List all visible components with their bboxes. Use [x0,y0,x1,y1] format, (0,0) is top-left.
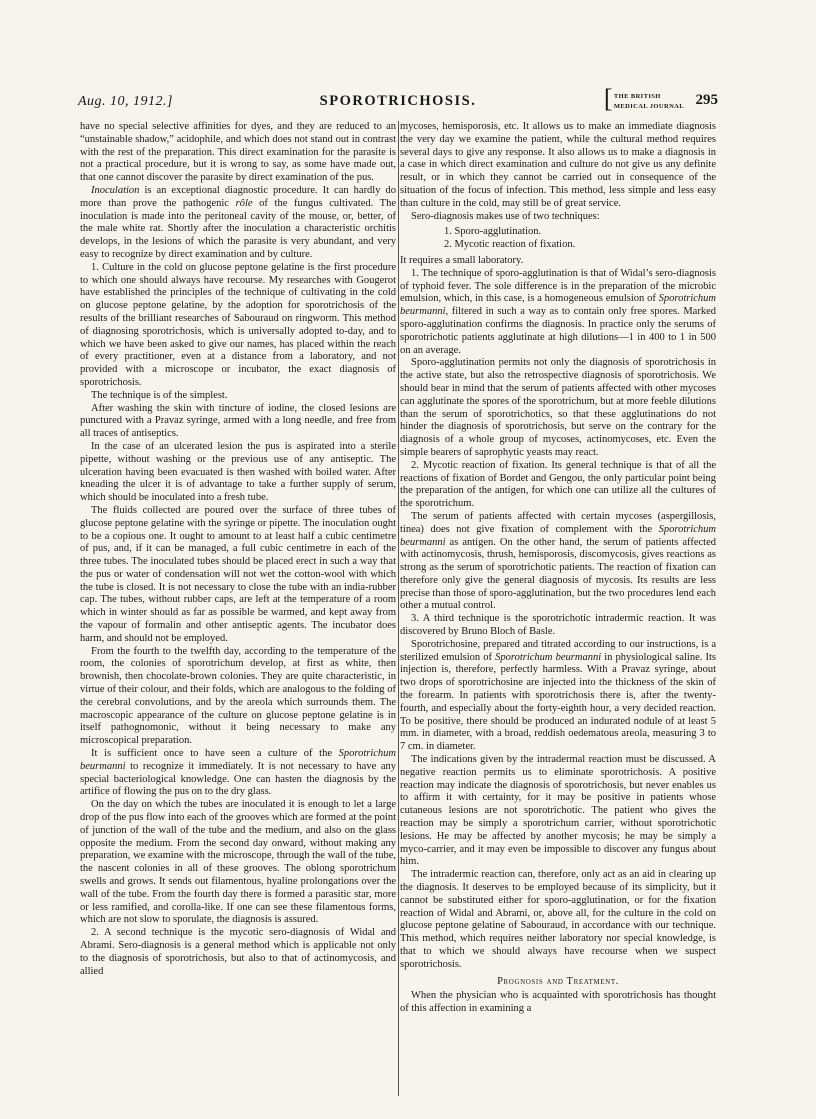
list-item: 2. Mycotic reaction of fixation. [444,239,576,251]
paragraph: Sporotrichosine, prepared and titrated according to our instructions, is a sterilized emulsion of Sporotrichum beurmanni in physiological saline. Its injection is, therefore, perfectly harmless. With a Pravaz syringe, about two drops of sporotrichosine are injected into the thickness of the skin of the forearm. In patients with sporotrichosis there is, after the twenty-fourth, and especially about the forty-eighth hour, a very decided reaction. To be positive, there should be produced an indurated nodule of at least 5 mm. in diameter, with a broad, reddish oedematous areola, measuring 3 to 7 cm. in diameter. [400,638,717,753]
right-column [400,121,716,1016]
paragraph: Inoculation is an exceptional diagnostic procedure. It can hardly do more than prove the pathogenic rôle of the fungus cultivated. The inoculation is made into the peritoneal cavity of the mouse, or, better, of the male white rat. Shortly after the inoculation a characteristic orchitis develops, in the lesions of which the parasite is very abundant, and very easy to recognize by direct examination and by culture. [80,184,396,260]
paragraph: The serum of patients affected with certain mycoses (aspergillosis, tinea) does not give fixation of complement with the Sporotrichum beurmanni as antigen. On the other hand, the serum of patients affected with actinomycosis, thrush, hemisporosis, discomycosis, gives reactions as strong as the serum of sporotrichotic patients. The reaction of fixation can therefore only give the general diagnosis of mycosis. Its results are less precise than those of sporo-agglutination, but the two procedures lend each other a mutual control. [400,510,716,612]
paragraph: From the fourth to the twelfth day, according to the temperature of the room, the colonies of sporotrichum develop, at first as white, then brownish, then chocolate-brown colonies. They are quite characteristic, in virtue of their colour, and their folds, which are analogous to the folding of the cerebral convolutions, and by the areola which surrounds them. The macroscopic appearance of the culture on glucose peptone gelatine is in itself pathognomonic, without it being necessary to make any microscopical preparation. [80,645,396,747]
paragraph: Sero-diagnosis makes use of two techniques: [411,210,600,222]
journal-bracket: [ [603,84,613,113]
paragraph: 1. Culture in the cold on glucose peptone gelatine is the first procedure to which one should always have recourse. My researches with Gougerot have established the principles of the technique of cultivating in the cold on glucose peptone gelatine, by the adoption for sporotrichosis of the results of the brilliant researches of Sabouraud on ringworm. This method of diagnosing sporotrichosis, which is universally adopted to-day, and to which we have been asked to give our names, has placed within the reach of every practitioner, even at a distance from a laboratory, and not provided with a microscope or incubator, the exact diagnosis of sporotrichosis. [80,261,396,388]
issue-date: Aug. 10, 1912.] [78,94,173,109]
paragraph: When the physician who is acquainted with sporotrichosis has thought of this affection in examining a [400,990,716,1015]
paragraph: 1. The technique of sporo-agglutination is that of Widal’s sero-diagnosis of typhoid fever. The sole difference is in the preparation of the microbic emulsion, which, in this case, is a homogeneous emulsion of Sporotrichum beurmanni, filtered in such a way as to contain only free spores. Marked sporo-agglutination confirms the diagnosis. In practice only the serums of sporotrichotic patients agglutinate at high dilutions—1 in 400 to 1 in 500 on an average. [400,267,716,356]
journal-name-line2: MEDICAL JOURNAL [613,103,684,110]
species-name: Sporotrichum beurmanni [400,293,716,318]
paragraph: The technique is of the simplest. [91,389,228,401]
page-number: 295 [695,92,718,108]
section-heading: Prognosis and Treatment. [497,975,619,987]
paragraph: It is sufficient once to have seen a culture of the Sporotrichum beurmanni to recognize it immediately. It is not necessary to have any special bacteriological knowledge. One can hasten the diagnosis by the artifice of flowing the pus on to the dry glass. [80,748,396,798]
technique-list [444,226,716,252]
left-column [80,121,396,978]
species-name: Sporotrichum beurmanni [80,748,396,772]
paragraph: It requires a small laboratory. [400,254,524,266]
page-header [78,84,718,114]
paragraph: After washing the skin with tincture of iodine, the closed lesions are punctured with a Pravaz syringe, armed with a long needle, and free from all traces of antiseptics. [80,402,396,440]
paragraph: Sporo-agglutination permits not only the diagnosis of sporotrichosis in the active state, but also the retrospective diagnosis of sporotrichosis. We should bear in mind that the serum of patients affected with other mycoses can agglutinate the spores of the sporotrichum, but at more feeble dilutions than the serum of sporotrichotics, so that these agglutinations do not hinder the diagnosis of sporotrichosis, but serve on the contrary for the diagnosis of a whole group of mycoses, actinomycoses, etc. Even the simple bearers of saprophytic yeasts may react. [400,357,716,458]
paragraph: have no special selective affinities for dyes, and they are reduced to an “unstainable shadow,” acidophile, and which does not stand out in contrast with the rest of the preparation. This direct examination for the parasite is not a practical procedure, but it is wrong to say, as some have made out, that one cannot discover the parasite by direct examination of the pus. [80,121,396,184]
running-title: SPOROTRICHOSIS. [319,93,477,109]
journal-name-line1: THE BRITISH [613,93,661,100]
paragraph: 2. Mycotic reaction of fixation. Its general technique is that of all the reactions of fixation of Bordet and Gengou, the only particular point being the preparation of the antigen, for which one can utilize all the cultures of the sporotrichum. [400,459,716,510]
italic-term: Inoculation [91,184,140,196]
paragraph: The intradermic reaction can, therefore, only act as an aid in clearing up the diagnosis. It deserves to be employed because of its simplicity, but it cannot be substituted either for sporo-agglutination, or for the fixation reaction of Widal and Abrami, or, above all, for the culture in the cold on glucose peptone gelatine of Sabouraud, in accordance with our technique. This method, which requires neither laboratory nor special knowledge, is that to which we should always have recourse when we suspect sporotrichosis. [400,869,716,970]
paragraph: 2. A second technique is the mycotic sero-diagnosis of Widal and Abrami. Sero-diagnosis is a general method which is applicable not only to the diagnosis of sporotrichosis, but also to that of actinomycosis, and allied [80,927,396,977]
paragraph: 3. A third technique is the sporotrichotic intradermic reaction. It was discovered by Bruno Bloch of Basle. [400,613,716,638]
paragraph: mycoses, hemisporosis, etc. It allows us to make an immediate diagnosis the very day we examine the patient, while the cultural method requires several days to give any response. It also allows us to make a diagnosis in a case in which direct examination and culture do not give us any definite result, or in which they cannot be carried out in consequence of the situation of the focus of infection. This method, less simple and less easy than culture in the cold, may still be of great service. [400,121,716,209]
paragraph: The indications given by the intradermal reaction must be discussed. A negative reaction permits us to eliminate sporotrichosis. A positive reaction may indicate the diagnosis of sporotrichosis, but never enables us to affirm it with certainty, for it may be positive in patients whose cutaneous lesions are not sporotrichotic. The patient who gives the reaction may be simply a sporotrichum carrier, without sporotrichotic lesions. He may be affected by another mycosis; he may be simply a myco-carrier, and it may even be impossible to discover any fungus about him. [400,754,716,868]
species-name: Sporotrichum beurmanni [495,651,602,663]
list-item: 1. Sporo-agglutination. [444,226,542,238]
paragraph: In the case of an ulcerated lesion the pus is aspirated into a sterile pipette, without washing or the previous use of any antiseptic. The ulceration having been evacuated is then washed with boiled water. After kneading the ulcer it is of advantage to take a further supply of serum, which should be inoculated into a fresh tube. [80,440,396,504]
column-divider [398,121,399,1096]
journal-name [603,84,684,113]
paragraph: The fluids collected are poured over the surface of three tubes of glucose peptone gelatine with the syringe or pipette. The inoculation ought to be a copious one. It ought to amount to at least half a cubic centimetre of pus, and, if it can be managed, a full cubic centimetre in each of the three tubes. The inoculated tubes should be placed erect in such a way that the pus or water of condensation will not wet the cotton-wool with which the tube is closed. It is not necessary to close the tube with an india-rubber cap. The tubes, without rubber caps, are left at the temperature of a room which in winter should as far as possible be warmed, and kept away from the vapour of formalin and other antiseptic agents. The incubator does harm, and should not be employed. [80,504,396,644]
paragraph: On the day on which the tubes are inoculated it is enough to let a large drop of the pus flow into each of the grooves which are formed at the point of junction of the wall of the tube and the medium, and also on the glass opposite the medium. From the second day onward, without making any preparation, we examine with the microscope, through the wall of the tube, the nascent colonies in all of these grooves. The oblong sporotrichum swells and grows. It sends out filamentous, hyaline prolongations over the wall of the tube. From the fourth day there is formed a parasitic star, more or less ramified, and corolla-like. If one can see these filamentous forms, which are not slow to sporulate, the diagnosis is assured. [80,799,396,926]
species-name: Sporotrichum beurmanni [400,523,716,548]
